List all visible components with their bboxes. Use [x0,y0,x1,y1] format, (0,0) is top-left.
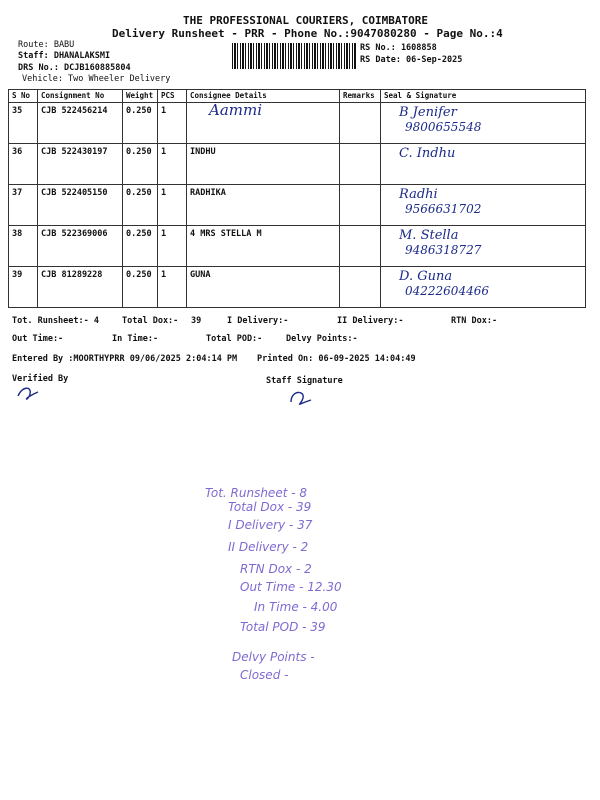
consignment-no: CJB 522456214 [41,106,108,116]
verified-by: Verified By [12,374,69,384]
signature: D. Guna [399,269,453,284]
company-name: THE PROFESSIONAL COURIERS, COIMBATORE [183,14,429,27]
signature: Radhi [399,187,438,202]
in-time: In Time:- [112,334,159,344]
stamp-note: Total POD - 39 [240,620,326,634]
ii-delivery: II Delivery:- [337,316,404,326]
weight: 0.250 [126,270,152,280]
rtn-dox: RTN Dox:- [451,316,498,326]
pcs: 1 [161,229,167,239]
out-time: Out Time:- [12,334,64,344]
handwritten-consignee: Aammi [209,101,263,119]
col-sno: S No [9,90,38,103]
col-consignee: Consignee Details [187,90,340,103]
signature: M. Stella [399,228,459,243]
col-weight: Weight [123,90,158,103]
weight: 0.250 [126,229,152,239]
stamp-note: II Delivery - 2 [228,540,309,554]
drs-number: DRS No.: DCJB160885804 [18,63,131,73]
consignment-no: CJB 522405150 [41,188,108,198]
signature-phone: 9566631702 [405,202,482,216]
signature-phone: 04222604466 [405,284,489,298]
signature: B Jenifer [399,105,457,120]
total-dox-value: 39 [191,316,202,326]
total-dox-label: Total Dox:- [122,316,179,326]
stamp-note: In Time - 4.00 [254,600,338,614]
staff-text: Staff: DHANALAKSMI [18,51,111,61]
pcs: 1 [161,147,167,157]
stamp-note: Delvy Points - [232,650,315,664]
staff-signature: Staff Signature [266,376,343,386]
vehicle-text: Vehicle: Two Wheeler Delivery [22,74,171,84]
rs-date: RS Date: 06-Sep-2025 [360,55,463,65]
stamp-note: Out Time - 12.30 [240,580,342,594]
consignee-details: 4 MRS STELLA M [190,229,262,239]
stamp-note: I Delivery - 37 [228,518,313,532]
col-pcs: PCS [158,90,187,103]
consignment-no: CJB 522430197 [41,147,108,157]
weight: 0.250 [126,147,152,157]
table-row [9,226,586,267]
table-row [9,103,586,144]
weight: 0.250 [126,106,152,116]
table-row [9,267,586,308]
signature: C. Indhu [399,146,456,161]
i-delivery: I Delivery:- [227,316,289,326]
stamp-note: Tot. Runsheet - 8 [205,486,307,500]
consignee-details: GUNA [190,270,211,280]
entered-by: Entered By :MOORTHYPRR 09/06/2025 2:04:14 PM [12,354,238,364]
col-signature: Seal & Signature [381,90,586,103]
barcode [232,43,356,69]
sno: 35 [12,106,23,116]
weight: 0.250 [126,188,152,198]
runsheet-table [8,89,586,308]
delvy-points: Delvy Points:- [286,334,358,344]
rs-number: RS No.: 1608858 [360,43,437,53]
col-consignment: Consignment No [38,90,123,103]
printed-on: Printed On: 06-09-2025 14:04:49 [257,354,416,364]
stamp-note: RTN Dox - 2 [240,562,312,576]
sno: 39 [12,270,23,280]
consignee-details: INDHU [190,147,216,157]
sno: 37 [12,188,23,198]
consignment-no: CJB 522369006 [41,229,108,239]
staff-signature-mark [285,386,315,408]
table-row [9,144,586,185]
consignee-details: RADHIKA [190,188,226,198]
sno: 36 [12,147,23,157]
sno: 38 [12,229,23,239]
table-row [9,185,586,226]
verifier-signature-mark [14,382,44,402]
signature-phone: 9486318727 [405,243,482,257]
col-remarks: Remarks [340,90,381,103]
total-pod: Total POD:- [206,334,263,344]
tot-runsheet: Tot. Runsheet:- 4 [12,316,99,326]
pcs: 1 [161,188,167,198]
consignment-no: CJB 81289228 [41,270,103,280]
signature-phone: 9800655548 [405,120,482,134]
pcs: 1 [161,106,167,116]
pcs: 1 [161,270,167,280]
runsheet-title: Delivery Runsheet - PRR - Phone No.:9047080280 - Page No.:4 [112,27,503,40]
stamp-note: Closed - [240,668,289,682]
stamp-note: Total Dox - 39 [228,500,312,514]
route-text: Route: BABU [18,40,75,50]
